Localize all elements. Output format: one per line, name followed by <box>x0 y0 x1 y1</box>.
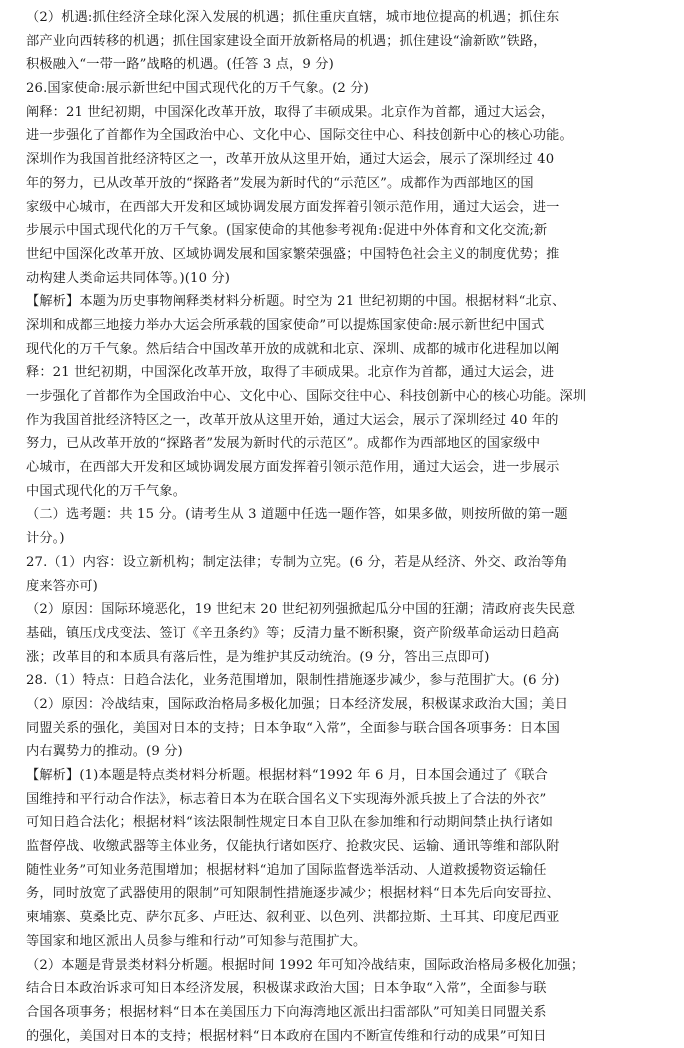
text-line: 务，同时放宽了武器使用的限制”可知限制性措施逐步减少；根据材料“日本先后向安哥拉、 <box>26 886 560 902</box>
section-heading: （二）选考题：共 15 分。(请考生从 3 道题中任选一题作答，如果多做，则按所做的第一题 <box>26 507 568 523</box>
text-line: 作为我国首批经济特区之一，改革开放从这里开始，通过大运会，展示了深圳经过 40 年的 <box>26 412 559 428</box>
text-line: 柬埔寨、莫桑比克、萨尔瓦多、卢旺达、叙利亚、以色列、洪都拉斯、土耳其、印度尼西亚 <box>26 910 560 926</box>
text-line: 一步强化了首都作为全国政治中心、文化中心、国际交往中心、科技创新中心的核心功能。深圳 <box>26 389 587 404</box>
question-heading: 27.（1）内容：设立新机构；制定法律；专制为立宪。(6 分，若是从经济、外交、政治等角 <box>26 554 568 570</box>
text-line: 可知日趋合法化；根据材料“该法限制性规定日本自卫队在参加维和行动期间禁止执行诸如 <box>26 815 554 831</box>
text-line: 深圳作为我国首批经济特区之一，改革开放从这里开始，通过大运会，展示了深圳经过 40 <box>26 152 555 168</box>
text-line: 现代化的万千气象。然后结合中国改革开放的成就和北京、深圳、成都的城市化进程加以阐 <box>26 341 560 357</box>
text-line: 步展示中国式现代化的万千气象。(国家使命的其他参考视角:促进中外体育和文化交流;新 <box>26 223 548 239</box>
text-line: 等国家和地区派出人员参与维和行动”可知参与范围扩大。 <box>26 933 367 949</box>
text-line: 深圳和成都三地接力举办大运会所承载的国家使命”可以提炼国家使命:展示新世纪中国式 <box>26 317 545 333</box>
text-line: 动构建人类命运共同体等。)(10 分) <box>26 270 231 286</box>
analysis-paragraph: 【解析】(1)本题是特点类材料分析题。根据材料“1992 年 6 月，日本国会通过了《联合 <box>26 768 548 783</box>
text-line: 监督停战、收缴武器等主体业务，仅能执行诸如医疗、抢救灾民、运输、通讯等维和部队附 <box>26 839 560 855</box>
text-line: 内右翼势力的推动。(9 分) <box>26 744 183 760</box>
question-heading: 26.国家使命:展示新世纪中国式现代化的万千气象。(2 分) <box>26 81 369 97</box>
text-line: 释：21 世纪初期，中国深化改革开放，取得了丰硕成果。北京作为首都，通过大运会，进 <box>26 365 555 381</box>
text-line: 基础，镇压戊戌变法、签订《辛丑条约》等；反清力量不断积聚，资产阶级革命运动日趋高 <box>26 625 560 641</box>
text-line: 随性业务”可知业务范围增加；根据材料“追加了国际监督选举活动、人道救援物资运输任 <box>26 862 547 878</box>
text-line: 家级中心城市，在西部大开发和区域协调发展方面发挥着引领示范作用，通过大运会，进一 <box>26 199 560 215</box>
text-line: （2）本题是背景类材料分析题。根据时间 1992 年可知冷战结束，国际政治格局多极化加强； <box>26 957 585 973</box>
document-page <box>26 6 660 1048</box>
text-line: 世纪中国深化改革开放、区域协调发展和国家繁荣强盛；中国特色社会主义的制度优势；推 <box>26 246 560 262</box>
text-line: 阐释：21 世纪初期，中国深化改革开放，取得了丰硕成果。北京作为首都，通过大运会， <box>26 104 555 120</box>
text-line: 涨；改革目的和本质具有落后性，是为维护其反动统治。(9 分，答出三点即可) <box>26 649 490 665</box>
text-line: （2）原因：国际环境恶化，19 世纪末 20 世纪初列强掀起瓜分中国的狂潮；清政府丧失民意 <box>26 602 576 618</box>
text-line: 心城市，在西部大开发和区域协调发展方面发挥着引领示范作用，通过大运会，进一步展示 <box>26 460 560 476</box>
text-line: 年的努力，已从改革开放的“探路者”发展为新时代的“示范区”。成都作为西部地区的国 <box>26 175 534 191</box>
text-line: （2）原因：冷战结束，国际政治格局多极化加强；日本经济发展，积极谋求政治大国；美日 <box>26 696 569 712</box>
text-line: 计分。) <box>26 531 65 547</box>
text-line: 努力，已从改革开放的“探路者”发展为新时代的示范区”。成都作为西部地区的国家级中 <box>26 436 541 452</box>
text-line: （2）机遇:抓住经济全球化深入发展的机遇；抓住重庆直辖，城市地位提高的机遇；抓住东 <box>26 10 560 25</box>
text-line: 合国各项事务；根据材料“日本在美国压力下向海湾地区派出扫雷部队”可知美日同盟关系 <box>26 1004 547 1020</box>
text-line: 的强化，美国对日本的支持；根据材料“日本政府在国内不断宣传维和行动的成果”可知日 <box>26 1028 547 1044</box>
analysis-paragraph: 【解析】本题为历史事物阐释类材料分析题。时空为 21 世纪初期的中国。根据材料“北京、 <box>26 294 566 310</box>
text-line: 同盟关系的强化，美国对日本的支持；日本争取“入常”，全面参与联合国各项事务：日本国 <box>26 720 560 736</box>
text-line: 国维持和平行动合作法》，标志着日本为在联合国名义下实现海外派兵披上了合法的外衣” <box>26 791 547 807</box>
text-line: 度来答亦可) <box>26 578 98 594</box>
question-heading: 28.（1）特点：日趋合法化，业务范围增加，限制性措施逐步减少，参与范围扩大。(6 分) <box>26 673 560 689</box>
text-line: 结合日本政治诉求可知日本经济发展，积极谋求政治大国；日本争取“入常”，全面参与联 <box>26 981 547 997</box>
text-line: 部产业向西转移的机遇；抓住国家建设全面开放新格局的机遇；抓住建设“渝新欧”铁路， <box>26 33 547 49</box>
text-line: 积极融入“一带一路”战略的机遇。(任答 3 点，9 分) <box>26 57 334 73</box>
text-line: 进一步强化了首都作为全国政治中心、文化中心、国际交往中心、科技创新中心的核心功能。 <box>26 128 573 144</box>
text-line: 中国式现代化的万千气象。 <box>26 483 187 499</box>
